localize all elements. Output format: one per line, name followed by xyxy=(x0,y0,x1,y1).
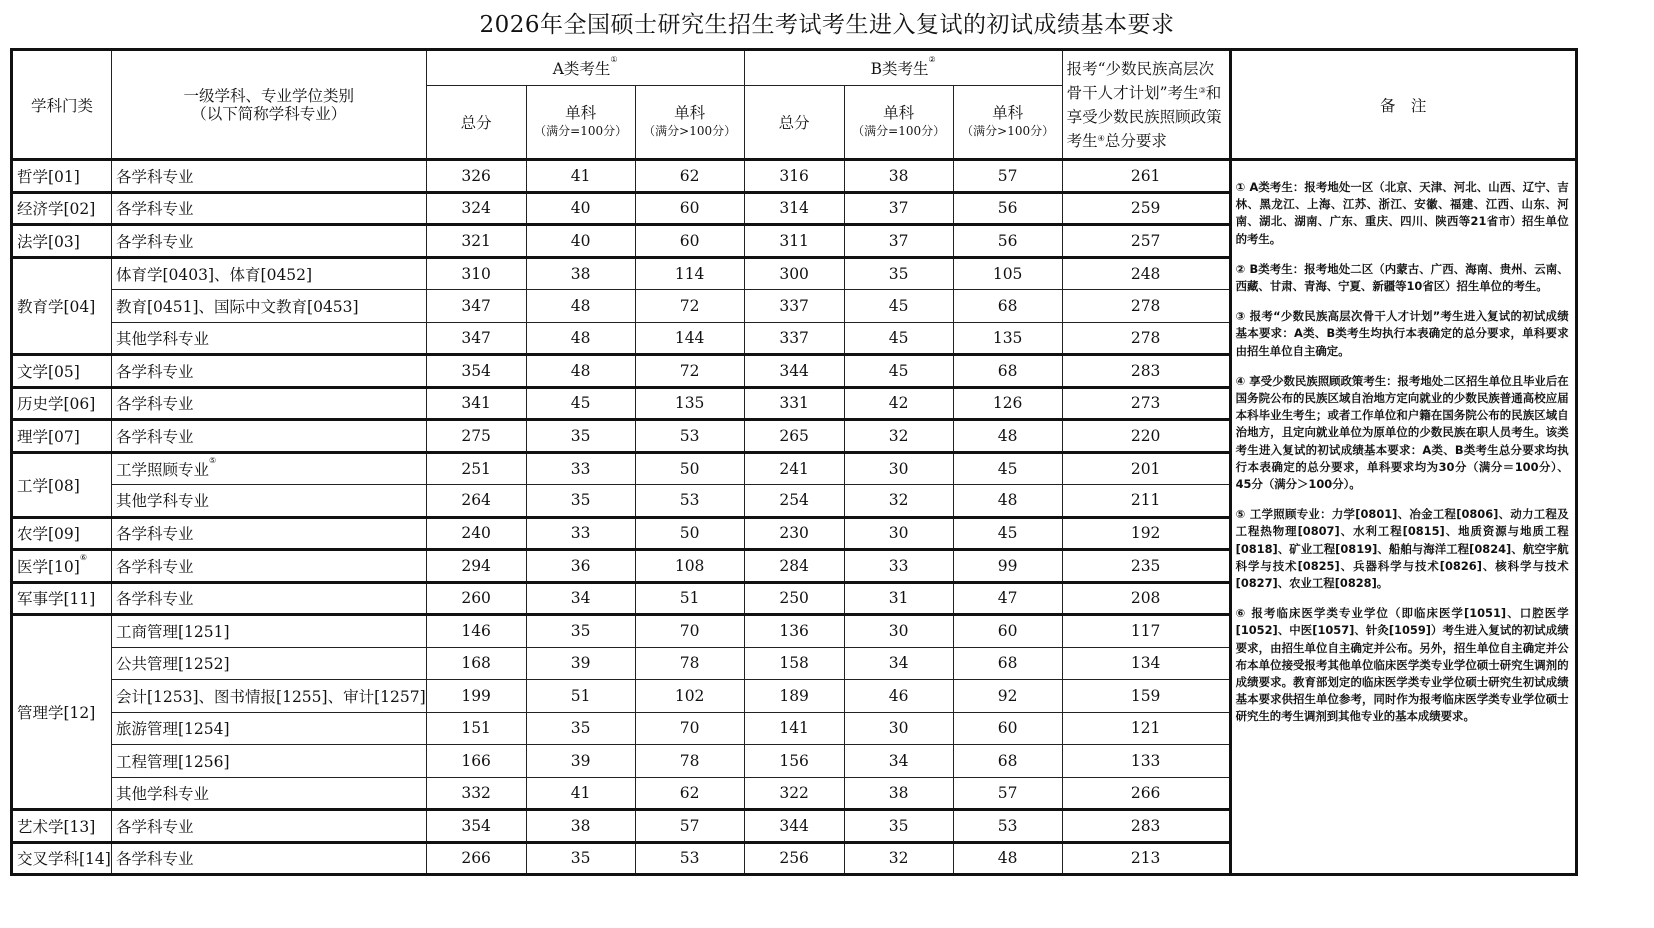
subject-label: 旅游管理[1254] xyxy=(116,720,230,739)
header-group-a xyxy=(426,50,744,86)
b-total-cell: 337 xyxy=(744,290,844,323)
b-total-cell: 141 xyxy=(744,712,844,745)
b-single100-cell: 32 xyxy=(844,420,953,453)
a-singleover-cell: 50 xyxy=(635,452,744,485)
b-single100-cell: 33 xyxy=(844,550,953,583)
subject-label: 各学科专业 xyxy=(116,525,194,544)
subject-label: 其他学科专业 xyxy=(116,492,210,511)
b-total-cell: 265 xyxy=(744,420,844,453)
b-singleover-cell: 135 xyxy=(953,322,1062,355)
b-total-cell: 322 xyxy=(744,777,844,810)
subject-label: 其他学科专业 xyxy=(116,329,210,348)
discipline-cell xyxy=(12,355,112,388)
b-single100-cell: 30 xyxy=(844,615,953,648)
subject-cell xyxy=(112,322,427,355)
a-total-cell: 264 xyxy=(426,485,526,518)
discipline-sup: ⑥ xyxy=(79,552,87,562)
a-singleover-cell: 53 xyxy=(635,420,744,453)
subject-label: 其他学科专业 xyxy=(116,784,210,803)
b-total-cell: 241 xyxy=(744,452,844,485)
minority-sup1: ③ xyxy=(1198,85,1206,95)
group-a-label: A类考生 xyxy=(552,60,611,78)
a-total-cell: 354 xyxy=(426,355,526,388)
minority-total-cell: 220 xyxy=(1062,420,1230,453)
subject-label: 工程管理[1256] xyxy=(116,752,230,771)
b-singleover-cell: 45 xyxy=(953,517,1062,550)
subject-cell xyxy=(112,712,427,745)
b-single100-cell: 38 xyxy=(844,160,953,193)
minority-total-cell: 259 xyxy=(1062,192,1230,225)
subject-sup: ⑤ xyxy=(209,455,217,465)
minority-total-cell: 134 xyxy=(1062,647,1230,680)
subject-cell xyxy=(112,257,427,290)
a-total-cell: 168 xyxy=(426,647,526,680)
header-b-total: 总分 xyxy=(744,86,844,160)
minority-total-cell: 283 xyxy=(1062,355,1230,388)
subject-cell xyxy=(112,615,427,648)
minority-total-cell: 121 xyxy=(1062,712,1230,745)
b-single100-cell: 45 xyxy=(844,290,953,323)
discipline-cell xyxy=(12,842,112,875)
discipline-label: 医学[10] xyxy=(17,557,80,576)
a-total-cell: 332 xyxy=(426,777,526,810)
a-total-cell: 347 xyxy=(426,322,526,355)
a-total-cell: 321 xyxy=(426,225,526,258)
a-single100-cell: 35 xyxy=(526,485,635,518)
a-singleover-cell: 50 xyxy=(635,517,744,550)
b-total-cell: 311 xyxy=(744,225,844,258)
discipline-label: 哲学[01] xyxy=(17,167,80,186)
a-single100-cell: 36 xyxy=(526,550,635,583)
single-label: 单科 xyxy=(992,104,1024,122)
b-singleover-cell: 48 xyxy=(953,842,1062,875)
subject-label: 各学科专业 xyxy=(116,395,194,414)
minority-total-cell: 208 xyxy=(1062,582,1230,615)
group-b-sup: ② xyxy=(928,55,936,64)
a-singleover-cell: 102 xyxy=(635,680,744,713)
b-singleover-cell: 105 xyxy=(953,257,1062,290)
a-singleover-cell: 60 xyxy=(635,225,744,258)
b-singleover-cell: 68 xyxy=(953,290,1062,323)
a-total-cell: 199 xyxy=(426,680,526,713)
subject-cell xyxy=(112,777,427,810)
subject-label: 各学科专业 xyxy=(116,557,194,576)
a-singleover-cell: 108 xyxy=(635,550,744,583)
single-label: 单科 xyxy=(565,104,597,122)
header-subject xyxy=(112,50,427,160)
b-total-cell: 136 xyxy=(744,615,844,648)
a-single100-cell: 35 xyxy=(526,712,635,745)
note-item: ③ 报考“少数民族高层次骨干人才计划”考生进入复试的初试成绩基本要求：A类、B类考生均执行本表确定的总分要求，单科要求由招生单位自主确定。 xyxy=(1235,309,1569,358)
minority-total-cell: 273 xyxy=(1062,387,1230,420)
discipline-label: 艺术学[13] xyxy=(17,817,96,836)
minority-total-cell: 192 xyxy=(1062,517,1230,550)
header-group-b xyxy=(744,50,1062,86)
fullover-label: （满分>100分） xyxy=(961,124,1055,138)
a-single100-cell: 33 xyxy=(526,517,635,550)
b-single100-cell: 30 xyxy=(844,452,953,485)
subject-label: 各学科专业 xyxy=(116,362,194,381)
b-total-cell: 158 xyxy=(744,647,844,680)
minority-total-cell: 117 xyxy=(1062,615,1230,648)
a-single100-cell: 48 xyxy=(526,290,635,323)
a-single100-cell: 41 xyxy=(526,160,635,193)
b-single100-cell: 46 xyxy=(844,680,953,713)
subject-cell xyxy=(112,387,427,420)
discipline-cell xyxy=(12,192,112,225)
a-singleover-cell: 114 xyxy=(635,257,744,290)
a-singleover-cell: 70 xyxy=(635,615,744,648)
b-singleover-cell: 57 xyxy=(953,160,1062,193)
a-total-cell: 354 xyxy=(426,810,526,843)
subject-label: 工学照顾专业 xyxy=(116,460,210,479)
b-single100-cell: 32 xyxy=(844,842,953,875)
minority-total-cell: 278 xyxy=(1062,290,1230,323)
discipline-label: 经济学[02] xyxy=(17,200,96,219)
b-singleover-cell: 68 xyxy=(953,355,1062,388)
a-singleover-cell: 62 xyxy=(635,777,744,810)
note-item: ② B类考生：报考地处二区（内蒙古、广西、海南、贵州、云南、西藏、甘肃、青海、宁夏、新疆等10省区）招生单位的考生。 xyxy=(1235,261,1569,294)
header-discipline: 学科门类 xyxy=(12,50,112,160)
discipline-cell xyxy=(12,225,112,258)
subject-cell xyxy=(112,745,427,778)
a-single100-cell: 41 xyxy=(526,777,635,810)
a-total-cell: 326 xyxy=(426,160,526,193)
a-singleover-cell: 53 xyxy=(635,485,744,518)
b-singleover-cell: 60 xyxy=(953,615,1062,648)
b-singleover-cell: 56 xyxy=(953,192,1062,225)
subject-cell xyxy=(112,485,427,518)
a-singleover-cell: 62 xyxy=(635,160,744,193)
minority-total-cell: 235 xyxy=(1062,550,1230,583)
b-singleover-cell: 48 xyxy=(953,485,1062,518)
b-single100-cell: 34 xyxy=(844,745,953,778)
b-total-cell: 284 xyxy=(744,550,844,583)
b-singleover-cell: 68 xyxy=(953,647,1062,680)
subject-cell xyxy=(112,420,427,453)
header-a-total: 总分 xyxy=(426,86,526,160)
note-item: ① A类考生：报考地处一区（北京、天津、河北、山西、辽宁、吉林、黑龙江、上海、江苏、浙江、安徽、福建、江西、山东、河南、湖北、湖南、广东、重庆、四川、陕西等21省市）招生单位的考生。 xyxy=(1235,180,1569,246)
discipline-label: 教育学[04] xyxy=(17,297,96,316)
subject-label: 各学科专业 xyxy=(116,850,194,869)
b-single100-cell: 30 xyxy=(844,517,953,550)
subject-label: 各学科专业 xyxy=(116,200,194,219)
discipline-label: 工学[08] xyxy=(17,476,80,495)
a-total-cell: 260 xyxy=(426,582,526,615)
minority-total-cell: 211 xyxy=(1062,485,1230,518)
minority-total-cell: 278 xyxy=(1062,322,1230,355)
b-total-cell: 189 xyxy=(744,680,844,713)
b-total-cell: 344 xyxy=(744,355,844,388)
minority-total-cell: 266 xyxy=(1062,777,1230,810)
b-single100-cell: 31 xyxy=(844,582,953,615)
b-singleover-cell: 92 xyxy=(953,680,1062,713)
a-total-cell: 310 xyxy=(426,257,526,290)
a-total-cell: 146 xyxy=(426,615,526,648)
b-single100-cell: 35 xyxy=(844,257,953,290)
discipline-cell xyxy=(12,615,112,810)
b-singleover-cell: 99 xyxy=(953,550,1062,583)
b-singleover-cell: 47 xyxy=(953,582,1062,615)
minority-total-cell: 261 xyxy=(1062,160,1230,193)
discipline-label: 理学[07] xyxy=(17,427,80,446)
subject-label: 会计[1253]、图书情报[1255]、审计[1257] xyxy=(116,687,426,706)
discipline-cell xyxy=(12,387,112,420)
a-single100-cell: 38 xyxy=(526,257,635,290)
b-single100-cell: 30 xyxy=(844,712,953,745)
a-singleover-cell: 144 xyxy=(635,322,744,355)
full100-label: （满分=100分） xyxy=(534,124,628,138)
b-single100-cell: 45 xyxy=(844,322,953,355)
a-single100-cell: 40 xyxy=(526,225,635,258)
subject-cell xyxy=(112,452,427,485)
b-total-cell: 331 xyxy=(744,387,844,420)
discipline-cell xyxy=(12,160,112,193)
minority-part3: 总分要求 xyxy=(1104,131,1167,150)
discipline-cell xyxy=(12,420,112,453)
discipline-label: 军事学[11] xyxy=(17,590,96,609)
a-total-cell: 251 xyxy=(426,452,526,485)
score-table xyxy=(10,48,1578,876)
full100-label: （满分=100分） xyxy=(852,124,946,138)
a-singleover-cell: 60 xyxy=(635,192,744,225)
subject-cell xyxy=(112,290,427,323)
a-single100-cell: 38 xyxy=(526,810,635,843)
a-single100-cell: 39 xyxy=(526,647,635,680)
subject-label: 工商管理[1251] xyxy=(116,623,230,642)
group-b-label: B类考生 xyxy=(870,60,929,78)
b-single100-cell: 35 xyxy=(844,810,953,843)
a-total-cell: 166 xyxy=(426,745,526,778)
b-singleover-cell: 57 xyxy=(953,777,1062,810)
discipline-label: 交叉学科[14] xyxy=(17,850,111,869)
minority-total-cell: 248 xyxy=(1062,257,1230,290)
a-total-cell: 275 xyxy=(426,420,526,453)
minority-part2: 和享受少数民族照顾政策考生 xyxy=(1066,83,1222,150)
b-singleover-cell: 48 xyxy=(953,420,1062,453)
a-singleover-cell: 70 xyxy=(635,712,744,745)
minority-sup2: ④ xyxy=(1097,133,1105,143)
subject-cell xyxy=(112,225,427,258)
a-single100-cell: 35 xyxy=(526,842,635,875)
b-single100-cell: 45 xyxy=(844,355,953,388)
a-total-cell: 347 xyxy=(426,290,526,323)
single-label: 单科 xyxy=(883,104,915,122)
discipline-cell xyxy=(12,810,112,843)
a-singleover-cell: 78 xyxy=(635,647,744,680)
discipline-label: 文学[05] xyxy=(17,362,80,381)
a-single100-cell: 33 xyxy=(526,452,635,485)
a-single100-cell: 51 xyxy=(526,680,635,713)
header-subject-line2: （以下简称学科专业） xyxy=(191,104,347,123)
discipline-label: 法学[03] xyxy=(17,232,80,251)
subject-label: 教育[0451]、国际中文教育[0453] xyxy=(116,297,359,316)
a-total-cell: 266 xyxy=(426,842,526,875)
single-label: 单科 xyxy=(674,104,706,122)
a-single100-cell: 34 xyxy=(526,582,635,615)
b-singleover-cell: 56 xyxy=(953,225,1062,258)
page-title: 2026年全国硕士研究生招生考试考生进入复试的初试成绩基本要求 xyxy=(479,12,1175,38)
subject-label: 各学科专业 xyxy=(116,817,194,836)
note-item: ④ 享受少数民族照顾政策考生：报考地处二区招生单位且毕业后在国务院公布的民族区域自治地方定向就业的少数民族普通高校应届本科毕业生考生；或者工作单位和户籍在国务院公布的民族区域自治地方，且定向就业单位为原单位的少数民族在职人员考生。该类考生进入复试的初试成绩基本要求：A类、B类考生总分要求均执行本表确定的总分要求，单科要求均为30分（满分＝100分）、45分（满分＞100分）。 xyxy=(1235,373,1569,492)
note-item: ⑤ 工学照顾专业：力学[0801]、冶金工程[0806]、动力工程及工程热物理[0807]、水利工程[0815]、地质资源与地质工程[0818]、矿业工程[0819]、船舶与海洋工程[0824]、航空宇航科学与技术[0825]、兵器科学与技术[0826]、核科学与技术[0827]、农业工程[0828]。 xyxy=(1235,507,1569,591)
b-total-cell: 254 xyxy=(744,485,844,518)
b-total-cell: 300 xyxy=(744,257,844,290)
discipline-cell xyxy=(12,517,112,550)
subject-label: 各学科专业 xyxy=(116,427,194,446)
notes-cell xyxy=(1230,160,1576,875)
b-total-cell: 337 xyxy=(744,322,844,355)
a-total-cell: 240 xyxy=(426,517,526,550)
b-total-cell: 250 xyxy=(744,582,844,615)
subject-cell xyxy=(112,810,427,843)
subject-cell xyxy=(112,680,427,713)
a-singleover-cell: 135 xyxy=(635,387,744,420)
a-single100-cell: 35 xyxy=(526,615,635,648)
b-single100-cell: 37 xyxy=(844,192,953,225)
b-total-cell: 344 xyxy=(744,810,844,843)
discipline-label: 历史学[06] xyxy=(17,395,96,414)
subject-label: 体育学[0403]、体育[0452] xyxy=(116,265,313,284)
a-singleover-cell: 78 xyxy=(635,745,744,778)
b-singleover-cell: 68 xyxy=(953,745,1062,778)
a-single100-cell: 40 xyxy=(526,192,635,225)
a-single100-cell: 35 xyxy=(526,420,635,453)
a-singleover-cell: 72 xyxy=(635,290,744,323)
b-total-cell: 316 xyxy=(744,160,844,193)
discipline-cell xyxy=(12,550,112,583)
discipline-label: 管理学[12] xyxy=(17,704,96,722)
b-total-cell: 256 xyxy=(744,842,844,875)
subject-cell xyxy=(112,160,427,193)
minority-part1: 报考“少数民族高层次骨干人才计划”考生 xyxy=(1066,59,1215,102)
subject-cell xyxy=(112,842,427,875)
header-notes: 备 注 xyxy=(1230,50,1576,160)
fullover-label: （满分>100分） xyxy=(643,124,737,138)
header-b-singleover xyxy=(953,86,1062,160)
discipline-label: 农学[09] xyxy=(17,525,80,544)
a-singleover-cell: 53 xyxy=(635,842,744,875)
subject-label: 公共管理[1252] xyxy=(116,655,230,674)
b-total-cell: 156 xyxy=(744,745,844,778)
a-total-cell: 341 xyxy=(426,387,526,420)
minority-total-cell: 213 xyxy=(1062,842,1230,875)
b-singleover-cell: 45 xyxy=(953,452,1062,485)
subject-cell xyxy=(112,192,427,225)
a-total-cell: 151 xyxy=(426,712,526,745)
minority-total-cell: 201 xyxy=(1062,452,1230,485)
b-total-cell: 314 xyxy=(744,192,844,225)
subject-label: 各学科专业 xyxy=(116,167,194,186)
group-a-sup: ① xyxy=(610,55,618,64)
minority-total-cell: 257 xyxy=(1062,225,1230,258)
subject-label: 各学科专业 xyxy=(116,590,194,609)
b-single100-cell: 42 xyxy=(844,387,953,420)
b-single100-cell: 34 xyxy=(844,647,953,680)
b-single100-cell: 37 xyxy=(844,225,953,258)
minority-total-cell: 283 xyxy=(1062,810,1230,843)
b-single100-cell: 38 xyxy=(844,777,953,810)
subject-cell xyxy=(112,355,427,388)
subject-cell xyxy=(112,550,427,583)
b-singleover-cell: 53 xyxy=(953,810,1062,843)
header-b-single100 xyxy=(844,86,953,160)
a-total-cell: 294 xyxy=(426,550,526,583)
subject-cell xyxy=(112,582,427,615)
discipline-cell xyxy=(12,582,112,615)
subject-label: 各学科专业 xyxy=(116,232,194,251)
a-total-cell: 324 xyxy=(426,192,526,225)
header-a-singleover xyxy=(635,86,744,160)
subject-cell xyxy=(112,517,427,550)
header-subject-line1: 一级学科、专业学位类别 xyxy=(183,86,355,105)
a-single100-cell: 48 xyxy=(526,322,635,355)
note-item: ⑥ 报考临床医学类专业学位（即临床医学[1051]、口腔医学[1052]、中医[1057]、针灸[1059]）考生进入复试的初试成绩要求，由招生单位自主确定并公布。另外，招生单位自主确定并公布本单位接受报考其他单位临床医学类专业学位硕士研究生调剂的成绩要求。教育部划定的临床医学类专业学位硕士研究生初试成绩基本要求供招生单位参考，同时作为报考临床医学类专业学位硕士研究生的考生调剂到其他专业的基本成绩要求。 xyxy=(1235,606,1569,724)
minority-total-cell: 133 xyxy=(1062,745,1230,778)
a-singleover-cell: 57 xyxy=(635,810,744,843)
a-single100-cell: 39 xyxy=(526,745,635,778)
a-single100-cell: 45 xyxy=(526,387,635,420)
a-singleover-cell: 51 xyxy=(635,582,744,615)
minority-total-cell: 159 xyxy=(1062,680,1230,713)
b-single100-cell: 32 xyxy=(844,485,953,518)
discipline-cell xyxy=(12,452,112,517)
b-singleover-cell: 60 xyxy=(953,712,1062,745)
a-single100-cell: 48 xyxy=(526,355,635,388)
a-singleover-cell: 72 xyxy=(635,355,744,388)
table-row xyxy=(12,160,1577,193)
header-minority xyxy=(1062,50,1230,160)
b-total-cell: 230 xyxy=(744,517,844,550)
b-singleover-cell: 126 xyxy=(953,387,1062,420)
subject-cell xyxy=(112,647,427,680)
discipline-cell xyxy=(12,257,112,355)
header-a-single100 xyxy=(526,86,635,160)
